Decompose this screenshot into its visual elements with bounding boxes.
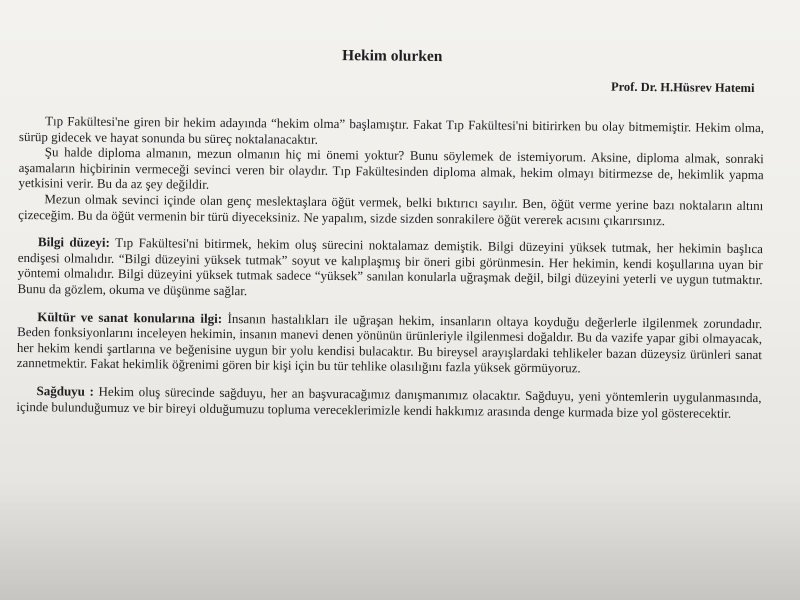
intro-paragraph-1: Tıp Fakültesi'ne giren bir hekim adayında “hekim olma” başlamıştır. Fakat Tıp Fakültesi'ni bitirirken bu olay bitmemiştir. Hekim olma, sürüp gidecek ve hayat sonunda bu süreç noktalanacaktır. <box>18 113 765 147</box>
intro-paragraph-2: Şu halde diploma almanın, mezun olmanın hiç mi önemi yoktur? Bunu söylemek de istemiyorum. Aksine, diploma almak, sonraki aşamaların hiçbirinin vermeceği sevinci veren bir olaydır. Tıp Fakültesinden diploma almak, hekim olmayı bitirmezse de, hekimlik yapma yetkisini verir. Bu da az şey değildir. <box>18 144 764 193</box>
section-heading: Kültür ve sanat konularına ilgi: <box>37 308 223 326</box>
section-sagduyu <box>16 383 761 421</box>
section-text: Hekim oluş sürecinde sağduyu, her an başvuracağımız danışmanımız olacaktır. Sağduyu, yeni yöntemlerin uygulanmasında, içinde bulunduğumuz ve bir bireyi olduğumuzu topluma vereceklerimizle kendi hakkımız arasında denge kurmada bize yol gösterecektir. <box>16 383 762 421</box>
page-shadow <box>0 480 800 600</box>
section-heading: Sağduyu : <box>36 383 95 399</box>
intro-paragraph-3: Mezun olmak sevinci içinde olan genç meslektaşlara öğüt vermek, belki bıktırıcı sayılır. Ben, öğüt verme yerine bazı noktaların altını çizeceğim. Bu da öğüt vermenin bir türü diyeceksiniz. Ne yapalım, sizde sizden sonrakilere öğüt vererek acısını çıkarırsınız. <box>18 191 764 228</box>
section-text: Tıp Fakültesi'ni bitirmek, hekim oluş sürecini noktalamaz demiştik. Bilgi düzeyini yüksek tutmak, her hekimin başlıca endişesi olmalıdır. “Bilgi düzeyini yüksek tutmak” soyut ve kalıplaşmış bir öneri gibi görünmesin. Her hekimin, kendi koşullarına uyan bir yöntemi olmalıdır. Bilgi düzeyini yüksek tutmak sadece “yüksek” sanılan konularla uğraşmak değil, bilgi düzeyini yeterli ve uygun tutmaktır. Bunu da gözlem, okuma ve düşünme sağlar. <box>17 235 764 299</box>
section-bilgi-duzeyi <box>17 234 763 304</box>
section-kultur-sanat <box>17 309 763 379</box>
section-heading: Bilgi düzeyi: <box>37 234 110 251</box>
document-page <box>16 30 765 421</box>
document-title: Hekim olurken <box>342 47 443 66</box>
section-text: İnsanın hastalıkları ile uğraşan hekim, insanların oltaya koyduğu değerlerle ilgilenmek zorundadır. Beden fonksiyonlarını inceleyen hekimin, insanın manevi denen yönünün ürünleriyle ilgilenmesi doğaldır. Bu da vazife yapar gibi olmayacak, her hekim kendi şartlarına ve beğenisine uygun bir yolu kendisi bulacaktır. Bu bireysel arayışlardaki tehlikeler bazan düzeysiz ürünleri sanat zannetmektir. Fakat hekimlik öğrenimi gören bir kişi için bu tür tehlike olasılığını fazla yüksek görmüyoruz. <box>16 310 763 376</box>
author-line: Prof. Dr. H.Hüsrev Hatemi <box>610 79 755 96</box>
